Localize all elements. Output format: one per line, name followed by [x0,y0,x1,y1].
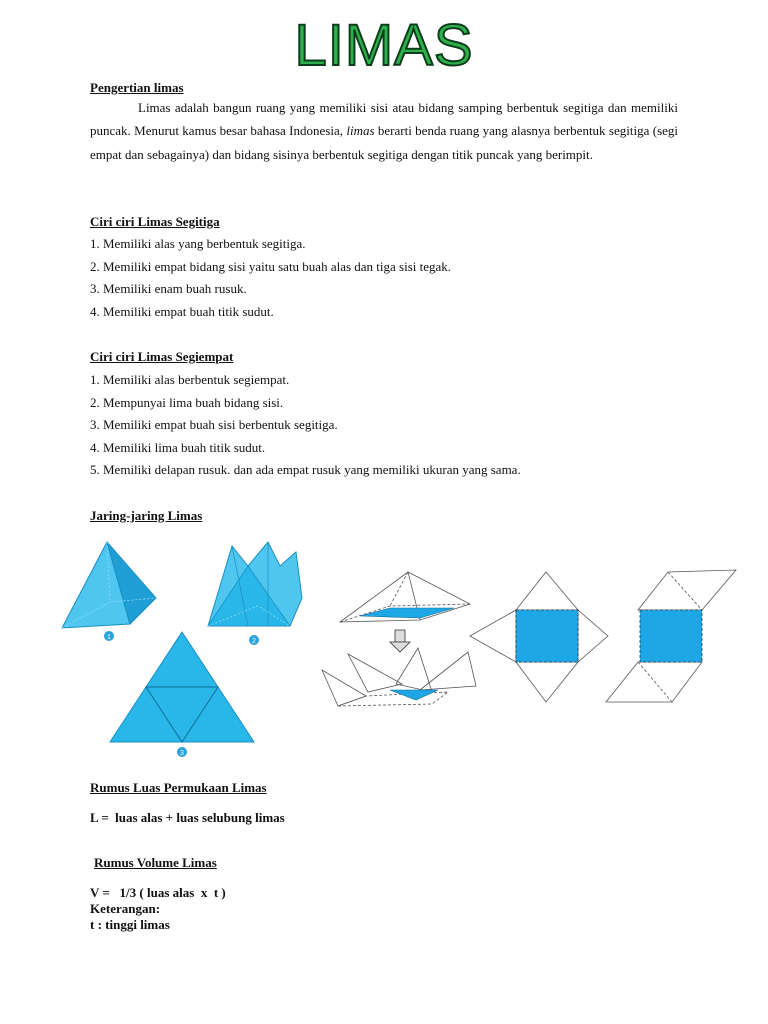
list-item: 2. Mempunyai lima buah bidang sisi. [90,394,284,410]
heading-jaring: Jaring-jaring Limas [90,508,203,523]
square-pyramid-net-variant-figure [604,568,740,704]
luas-formula: L = luas alas + luas selubung limas [90,810,285,825]
list-item: 2. Memiliki empat bidang sisi yaitu satu buah alas dan tiga sisi tegak. [90,258,452,274]
square-base-shape [360,608,454,618]
heading-luas: Rumus Luas Permukaan Limas [90,780,267,795]
pengertian-paragraph [90,96,678,166]
opened-base-shape [390,690,438,700]
ciri-segiempat-list [90,369,521,482]
list-item: 5. Memiliki delapan rusuk. dan ada empat rusuk yang memiliki ukuran yang sama. [90,462,521,477]
heading-ciri-segitiga: Ciri ciri Limas Segitiga [90,214,220,229]
pengertian-italic-limas: limas [346,123,375,139]
step-label-3: 3 [180,750,184,757]
volume-formula: V = 1/3 ( luas alas x t ) [90,885,226,900]
heading-volume: Rumus Volume Limas [94,855,217,870]
list-item: 4. Memiliki empat buah titik sudut. [90,303,274,319]
step-label-1: 1 [107,634,111,641]
pengertian-text-1: Limas adalah bangun ruang yang memiliki sisi atau bidang samping berbentuk segitiga dan memiliki puncak. Menurut kamus besar bahasa Indonesia, [90,100,678,139]
down-arrow-icon [390,630,410,652]
keterangan-label: Keterangan: [90,901,161,916]
step-label-2: 2 [252,638,256,645]
square-pyramid-opening-figure [320,566,478,714]
heading-pengertian: Pengertian limas [90,80,184,95]
pyramid-opening-illustration [208,542,302,626]
triangle-net-illustration [110,632,254,742]
heading-ciri-segiempat: Ciri ciri Limas Segiempat [90,349,234,364]
list-item: 1. Memiliki alas berbentuk segiempat. [90,372,290,387]
net-variant-square-base [640,610,702,662]
keterangan-tinggi: t : tinggi limas [90,917,170,932]
list-item: 3. Memiliki empat buah sisi berbentuk segitiga. [90,417,338,432]
net-square-base [516,610,578,662]
triangular-pyramid-net-figure [58,536,320,768]
ciri-segitiga-list [90,233,451,323]
list-item: 3. Memiliki enam buah rusuk. [90,281,247,296]
square-pyramid-net-figure [468,570,610,704]
pengertian-text-2: berarti benda ruang yang alasnya berbentuk segitiga (segi empat dan sebagainya) dan bidang sisinya berbentuk segitiga dengan titik puncak yang berimpit. [90,123,679,162]
list-item: 1. Memiliki alas yang berbentuk segitiga. [90,236,306,251]
list-item: 4. Memiliki lima buah titik sudut. [90,439,266,455]
pyramid-solid-illustration [62,542,156,628]
page-title: LIMAS [294,13,474,78]
